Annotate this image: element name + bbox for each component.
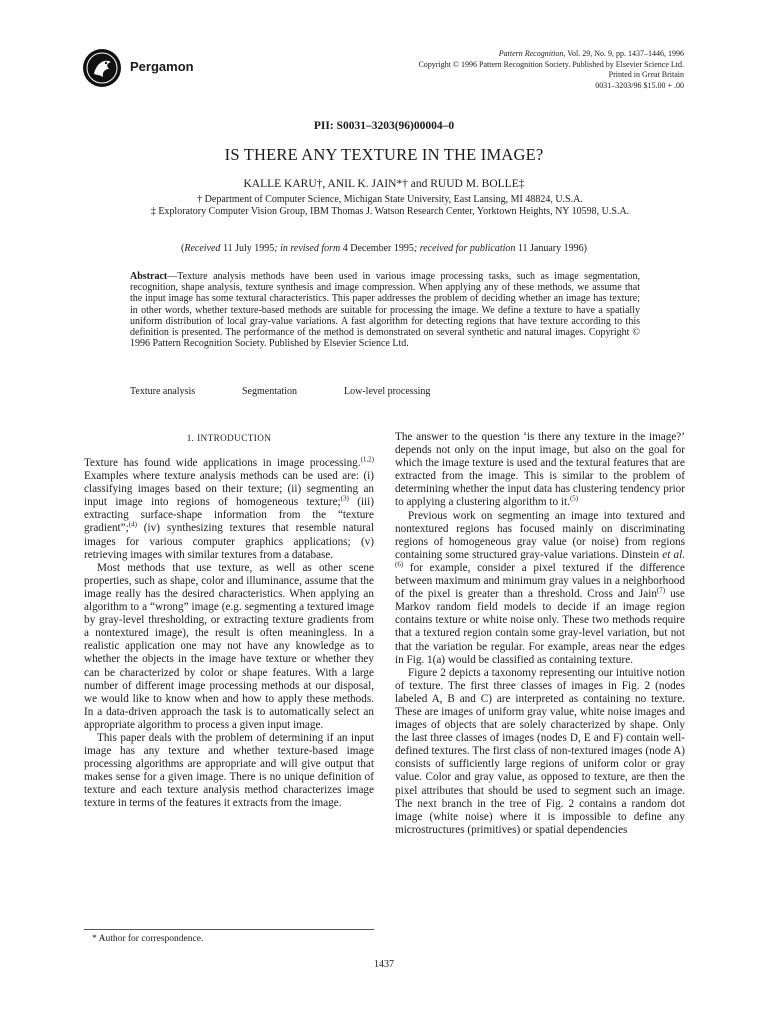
citation-ref: (7) <box>656 586 666 595</box>
abstract-label: Abstract <box>130 271 168 282</box>
accepted-date: 11 January 1996 <box>515 243 584 254</box>
citation-ref: (3) <box>340 494 349 503</box>
printed-line: Printed in Great Britain <box>608 70 684 79</box>
pii-identifier: PII: S0031–3203(96)00004–0 <box>313 120 455 132</box>
journal-name: Pattern Recognition <box>498 49 564 58</box>
footnote: * Author for correspondence. <box>92 934 204 944</box>
citation-ref: (5) <box>569 494 579 503</box>
author-list: KALLE KARU†, ANIL K. JAIN*† and RUUD M. BOLLE‡ <box>243 178 525 190</box>
journal-header <box>324 49 684 91</box>
keyword: Segmentation <box>242 386 297 397</box>
accepted-label: ; received for publication <box>413 243 516 254</box>
section-heading: 1. INTRODUCTION <box>186 433 272 443</box>
received-date: 11 July 1995 <box>220 243 275 254</box>
pergamon-logo-icon <box>82 48 122 88</box>
affiliation-2: ‡ Exploratory Computer Vision Group, IBM Thomas J. Watson Research Center, Yorktown Heights, NY 10598, U.S.A. <box>150 206 630 217</box>
journal-citation <box>324 49 684 60</box>
keywords <box>130 386 640 397</box>
paper-title: IS THERE ANY TEXTURE IN THE IMAGE? <box>224 145 544 164</box>
paragraph: Figure 2 depicts a taxonomy representing our intuitive notion of texture. The first three classes of images in Fig. 2 (nodes labeled A, B and C) are interpreted as containing no texture. These are images of uniform gray value, white noise images and images of objects that are solely characterized by shape. Only the last three classes of images (nodes D, E and F) contain well-defined textures. The first class of non-textured images (node A) consists of sufficiently large regions of uniform color or gray value. Color and gray value, as opposed to texture, are then the pixel attributes that should be used to segment such an image. The next branch in the tree of Fig. 2 contains a random dot image (white noise) where it is impossible to define any microstructures (primitives) or spatial dependencies <box>395 666 685 836</box>
citation-ref: (1,2) <box>360 455 374 464</box>
paragraph: Previous work on segmenting an image into textured and nontextured regions has focused mainly on discriminating regions of homogeneous gray value (or noise) from regions containing some structured gray-value variations. Dinstein et al.$^{(6)}$ for example, consider a pixel textured if the difference between maximum and minimum gray values in a neighborhood of the pixel is greater than a threshold. Cross and Jain$^{(7)}$ use Markov random field models to decide if an image region contains texture or white noise only. These two methods require that a textured region contain some gray-level variation, but not that the variation be regular. For example, areas near the edges in Fig. 1(a) would be classified as containing texture. <box>395 509 685 666</box>
affiliation-1: † Department of Computer Science, Michigan State University, East Lansing, MI 48824, U.S.A. <box>197 194 583 205</box>
citation-ref: (6) <box>395 560 404 569</box>
received-label: Received <box>184 243 221 254</box>
revised-date: 4 December 1995 <box>340 243 414 254</box>
abstract-text: —Texture analysis methods have been used in various image processing tasks, such as image segmentation, recognition, shape analysis, texture synthesis and image compression. When applying any of these methods, we assume that the input image has some textural characteristics. This paper addresses the problem of deciding whether an image has texture; in other words, whether texture-based methods are suitable for processing the image. We define a texture to have a spatially uniform distribution of local gray-value variations. A fast algorithm for detecting regions that have texture according to this definition is presented. The performance of the method is demonstrated on several synthetic and natural images. Copyright © 1996 Pattern Recognition Society. Published by Elsevier Science Ltd. <box>130 271 640 350</box>
keyword: Low-level processing <box>344 386 431 397</box>
revised-label: ; in revised form <box>274 243 341 254</box>
left-column <box>84 457 374 811</box>
received-dates: (Received 11 July 1995; in revised form 4 December 1995; received for publication 11 January 1996) <box>181 243 587 254</box>
issn-line: 0031–3203/96 $15.00 + .00 <box>595 80 684 90</box>
publisher-name: Pergamon <box>130 59 194 74</box>
paragraph: Texture has found wide applications in image processing.$^{(1,2)}$ Examples where texture analysis methods can be used are: (i) classifying images based on their texture; (ii) segmenting an input image into regions of homogeneous texture;$^{(3)}$ (iii) extracting surface-shape information from the “texture gradient”;$^{(4)}$ (iv) synthesizing textures that resemble natural images for various computer graphics applications; (v) retrieving images with similar textures from a database. <box>84 455 374 561</box>
publisher-logo <box>82 48 252 88</box>
journal-issue: , Vol. 29, No. 9, pp. 1437–1446, 1996 <box>563 49 684 58</box>
page-number: 1437 <box>374 959 394 970</box>
footnote-divider <box>84 929 374 930</box>
paragraph: This paper deals with the problem of determining if an input image has any texture and whether texture-based image processing algorithms are appropriate and will give output that makes sense for a given image. There is no unique definition of texture and each texture analysis method characterizes image texture in terms of the features it extracts from the image. <box>84 731 374 810</box>
paragraph: The answer to the question ‘is there any texture in the image?’ depends not only on the input image, but also on the goal for which the image texture is used and the textural features that are extracted from the image. This is similar to the problem of determining whether the input data has clustering tendency prior to applying a clustering algorithm to it.$^{(5)}$ <box>395 431 685 509</box>
paragraph: Most methods that use texture, as well as other scene properties, such as shape, color and illuminance, assume that the image really has the desired characteristics. When applying an algorithm to a “wrong” image (e.g. segmenting a textured image by gray-level thresholding, or extracting texture gradients from a nontextured image), the result is often meaningless. In a realistic application one may not have any knowledge as to whether the objects in the image have texture or whether they can be characterized by color or shape features. With a large number of different image processing methods at our disposal, we would like to know when and how to apply these methods. In a data-driven approach the task is to automatically select an appropriate algorithm to process a given input image. <box>84 561 374 731</box>
affiliations <box>130 194 650 218</box>
copyright-line: Copyright © 1996 Pattern Recognition Society. Published by Elsevier Science Ltd. <box>418 59 684 69</box>
keyword: Texture analysis <box>130 386 196 397</box>
right-column <box>395 431 685 837</box>
abstract <box>130 271 640 349</box>
citation-ref: (4) <box>128 520 137 529</box>
